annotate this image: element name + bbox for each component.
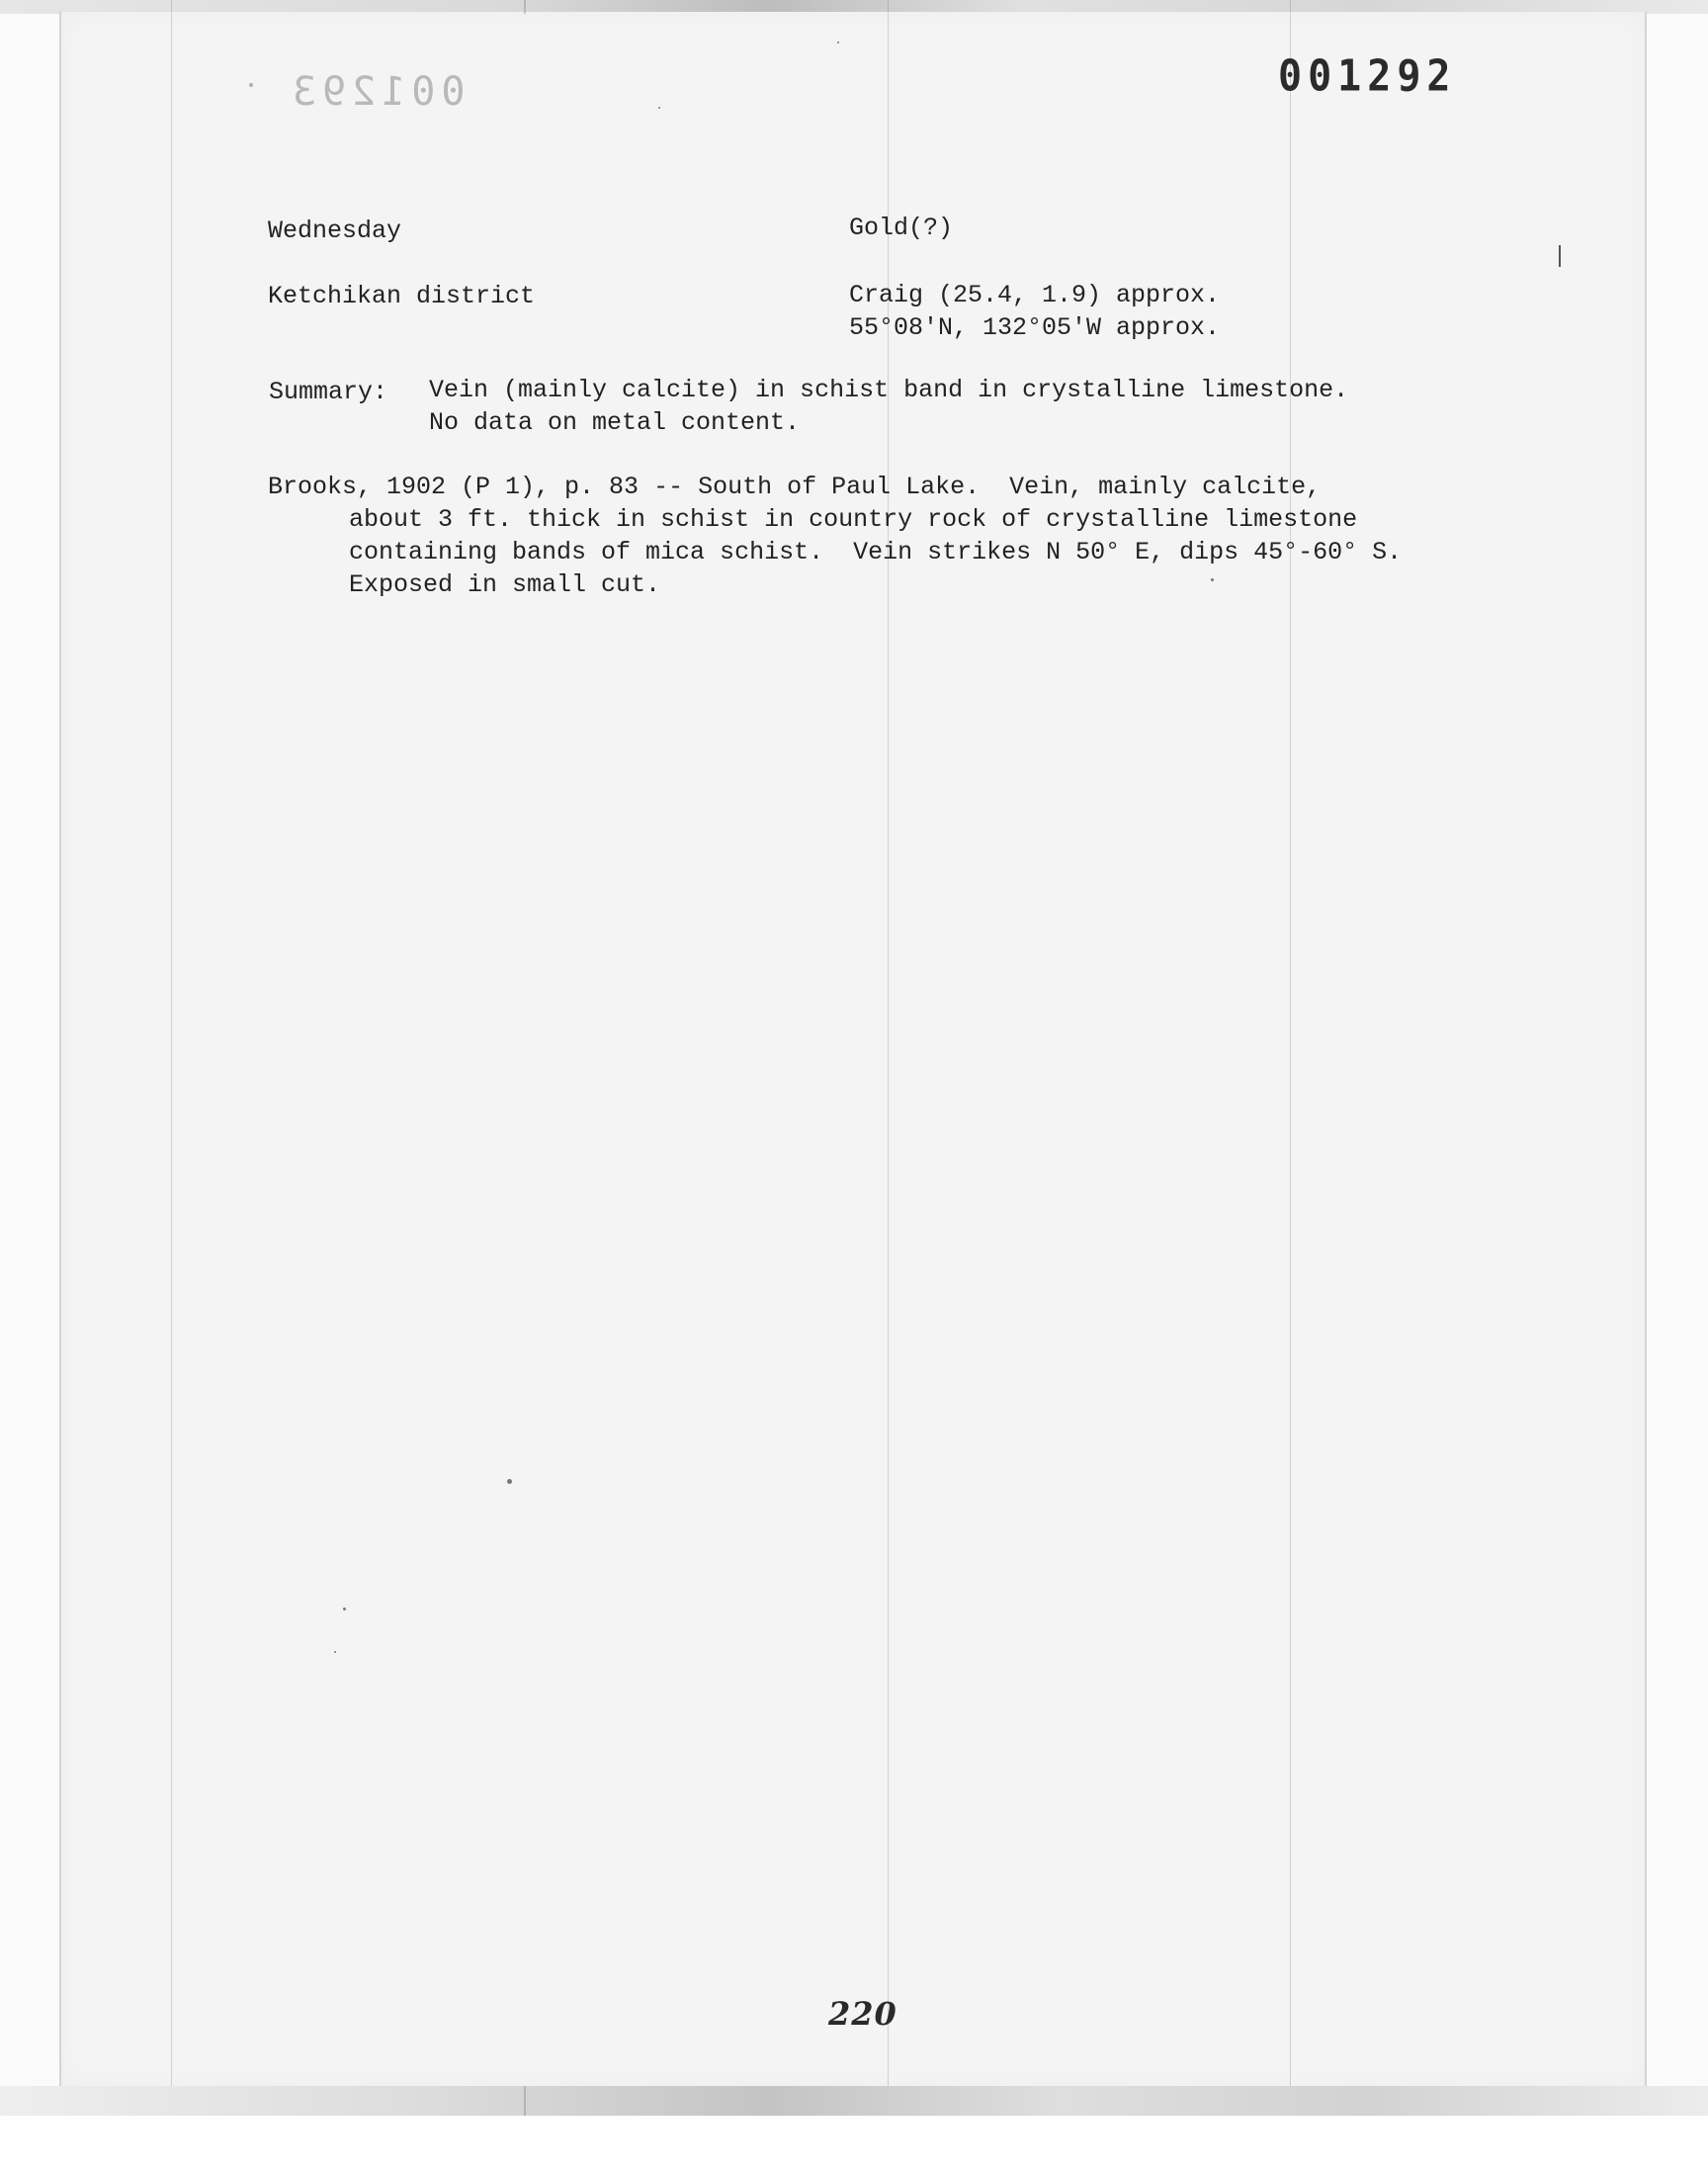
reference-line: Exposed in small cut. [349,570,661,599]
day-text: Wednesday [268,217,402,245]
margin-mark [1559,245,1561,267]
bleed-through-stamp: 001293 [287,69,466,115]
paper-speck [507,1479,512,1484]
district-text: Ketchikan district [268,282,536,310]
paper-speck [658,107,660,109]
scan-artifact-line [524,2086,526,2116]
bleed-through-dot [249,83,253,87]
page-number: 220 [828,1995,897,2033]
scan-artifact-line [524,0,526,14]
scan-artifact-line [171,0,172,2175]
scanner-bottom-edge [0,2086,1708,2116]
scan-margin [0,2116,1708,2175]
summary-label: Summary: [269,378,388,406]
paper-speck [343,1608,346,1610]
scan-artifact-line [1290,0,1291,2175]
summary-line: No data on metal content. [429,408,801,437]
document-number-stamp: 001292 [1278,50,1457,102]
summary-line: Vein (mainly calcite) in schist band in crystalline limestone. [429,376,1349,404]
paper-speck [1211,578,1214,581]
paper-speck [837,42,839,44]
reference-line: containing bands of mica schist. Vein strikes N 50° E, dips 45°-60° S. [349,538,1403,566]
paper-speck [334,1651,336,1653]
reference-line: Brooks, 1902 (P 1), p. 83 -- South of Paul Lake. Vein, mainly calcite, [268,473,1322,501]
commodity-text: Gold(?) [849,214,954,242]
quadrangle-text: Craig (25.4, 1.9) approx. [849,281,1221,309]
reference-line: about 3 ft. thick in schist in country rock of crystalline limestone [349,505,1358,534]
coordinates-text: 55°08'N, 132°05'W approx. [849,313,1221,342]
